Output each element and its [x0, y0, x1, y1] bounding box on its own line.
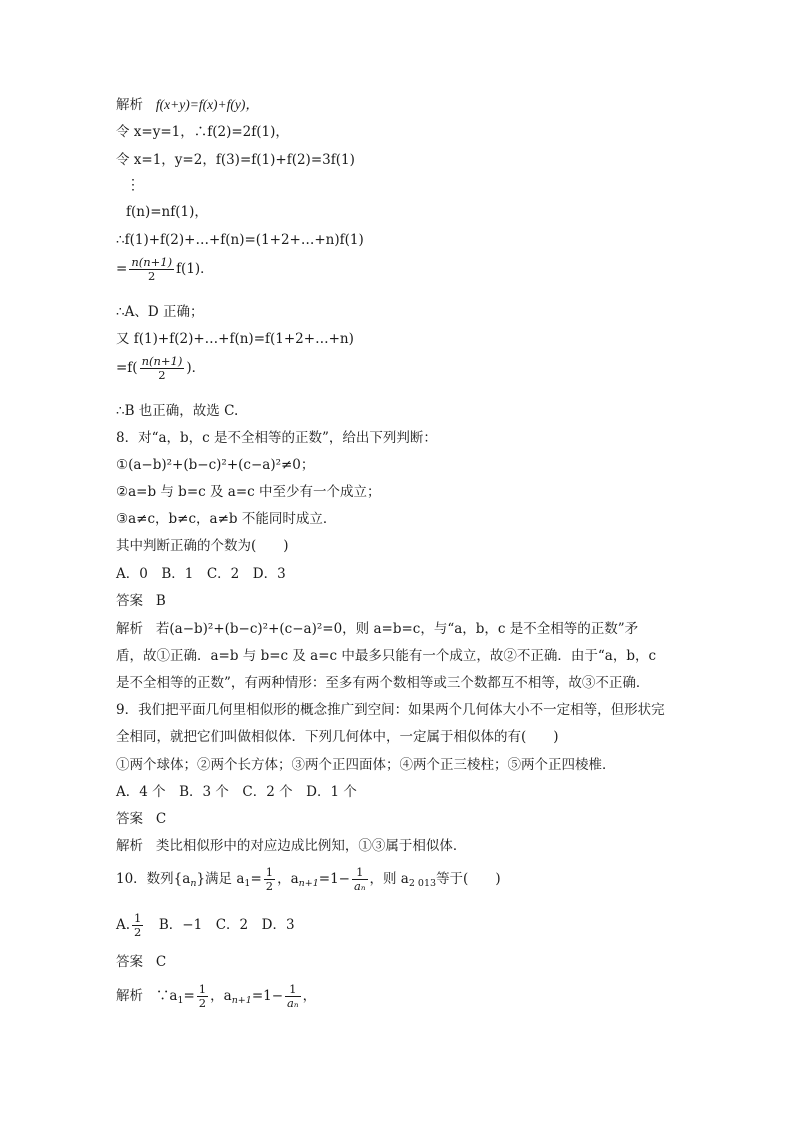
analysis-label: 解析 [116, 97, 143, 113]
question-8-stem: 8．对“a，b，c 是不全相等的正数”，给出下列判断： [116, 430, 437, 446]
answer-label: 答案 [116, 954, 143, 970]
vertical-ellipsis: ⋮ [126, 177, 140, 193]
answer-label: 答案 [116, 811, 143, 827]
question-8-prompt: 其中判断正确的个数为( ) [116, 538, 289, 554]
fraction-numerator: 1 [134, 911, 142, 925]
question-8-judgement-1: ①(a−b)²+(b−c)²+(c−a)²≠0； [116, 457, 315, 473]
subscript: n [190, 878, 197, 889]
fraction-one-half [197, 983, 208, 1010]
question-9-analysis [116, 837, 466, 855]
question-10-stem [116, 866, 501, 893]
analysis-line-7 [116, 256, 214, 283]
question-9-choices: A．4 个 B．3 个 C．2 个 D．1 个 [116, 784, 357, 800]
subscript: 1 [244, 878, 251, 889]
analysis-part: ，a [210, 988, 232, 1004]
equation-text: f(x+y)=f(x)+f(y)， [155, 97, 259, 112]
question-10-choices [116, 912, 295, 939]
analysis-line-5: f(n)=nf(1)， [126, 204, 208, 220]
analysis-part: = [183, 988, 195, 1004]
analysis-label: 解析 [116, 988, 143, 1004]
fraction-numerator: 1 [352, 866, 368, 880]
question-10-answer [116, 953, 166, 971]
fraction-numerator: 1 [265, 865, 274, 879]
fraction-one-over-an [285, 983, 301, 1010]
analysis-line-2: 令 x=y=1，∴f(2)=2f(1)， [116, 124, 289, 140]
fraction-denominator: 2 [158, 368, 166, 382]
question-10-analysis [116, 983, 316, 1010]
analysis-text: 类比相似形中的对应边成比例知，①③属于相似体． [155, 838, 467, 854]
stem-part: 10．数列{a [116, 871, 191, 887]
analysis-label: 解析 [116, 621, 143, 637]
fraction-n-n1-over-2 [140, 355, 185, 382]
question-8-analysis-2: 盾，故①正确．a=b 与 b=c 及 a=c 中最多只能有一个成立，故②不正确．由于“a，b，c [116, 648, 657, 664]
fraction-tail: f(1)． [176, 261, 214, 277]
stem-part: =1− [318, 871, 350, 887]
choice-a-label: A. [116, 917, 131, 933]
fraction-one-half [132, 912, 143, 939]
question-8-analysis-3: 是不全相等的正数”，有两种情形：至多有两个数相等或三个数都互不相等，故③不正确． [116, 675, 650, 691]
choices-rest: B．−1 C．2 D．3 [145, 917, 295, 933]
fraction-denominator: 2 [134, 925, 142, 939]
equals-sign: = [116, 261, 128, 277]
question-9-stem-1: 9．我们把平面几何里相似形的概念推广到空间：如果两个几何体大小不一定相等，但形状完 [116, 702, 665, 718]
fraction-tail: )． [186, 360, 206, 376]
subscript: 1 [177, 995, 184, 1006]
analysis-line-1 [116, 96, 259, 114]
answer-value: B [155, 593, 166, 609]
stem-part: 等于( ) [436, 871, 501, 887]
fraction-denominator: 2 [265, 879, 274, 893]
analysis-line-6: ∴f(1)+f(2)+…+f(n)=(1+2+…+n)f(1) [116, 232, 364, 248]
analysis-line-3: 令 x=1，y=2，f(3)=f(1)+f(2)=3f(1) [116, 152, 355, 168]
analysis-line-11: ∴B 也正确，故选 C. [116, 403, 239, 419]
analysis-line-10 [116, 355, 205, 382]
stem-part: = [250, 871, 262, 887]
stem-part: }满足 a [196, 871, 245, 887]
subscript: n+1 [231, 995, 252, 1006]
fraction-denominator: aₙ [353, 879, 366, 893]
question-8-judgement-3: ③a≠c，b≠c，a≠b 不能同时成立． [116, 511, 337, 527]
analysis-line-8: ∴A、D 正确； [116, 304, 204, 320]
answer-value: C [155, 811, 167, 827]
question-8-choices: A．0 B．1 C．2 D．3 [116, 566, 286, 582]
analysis-part: ， [302, 988, 317, 1004]
fraction-numerator: n(n+1) [141, 354, 183, 368]
question-8-judgement-2: ②a=b 与 b=c 及 a=c 中至少有一个成立； [116, 484, 381, 500]
fraction-denominator: aₙ [287, 996, 299, 1010]
question-9-options: ①两个球体；②两个长方体；③两个正四面体；④两个正三棱柱；⑤两个正四棱椎． [116, 757, 616, 773]
fraction-head: =f( [116, 360, 138, 376]
fraction-one-over-an [352, 866, 368, 893]
analysis-part: ∵a [155, 988, 178, 1004]
analysis-line-9: 又 f(1)+f(2)+…+f(n)=f(1+2+…+n) [116, 331, 354, 347]
fraction-one-half [264, 866, 275, 893]
analysis-text: 若(a−b)²+(b−c)²+(c−a)²=0，则 a=b=c，与“a，b，c 是不全相等的正数”矛 [155, 621, 639, 637]
subscript: 2 013 [408, 878, 437, 889]
answer-label: 答案 [116, 593, 143, 609]
subscript: n+1 [298, 878, 319, 889]
answer-value: C [155, 954, 167, 970]
fraction-numerator: 1 [285, 983, 301, 997]
fraction-denominator: 2 [148, 269, 156, 283]
question-8-analysis-1 [116, 620, 638, 638]
analysis-part: =1− [251, 988, 284, 1004]
stem-part: ，a [277, 871, 299, 887]
fraction-numerator: 1 [198, 982, 207, 996]
fraction-denominator: 2 [198, 996, 207, 1010]
fraction-numerator: n(n+1) [131, 255, 173, 269]
question-8-answer [116, 592, 166, 610]
question-9-answer [116, 810, 166, 828]
analysis-label: 解析 [116, 838, 143, 854]
fraction-n-n1-over-2 [129, 256, 174, 283]
question-9-stem-2: 全相同，就把它们叫做相似体．下列几何体中，一定属于相似体的有( ) [116, 729, 559, 745]
stem-part: ，则 a [369, 871, 409, 887]
